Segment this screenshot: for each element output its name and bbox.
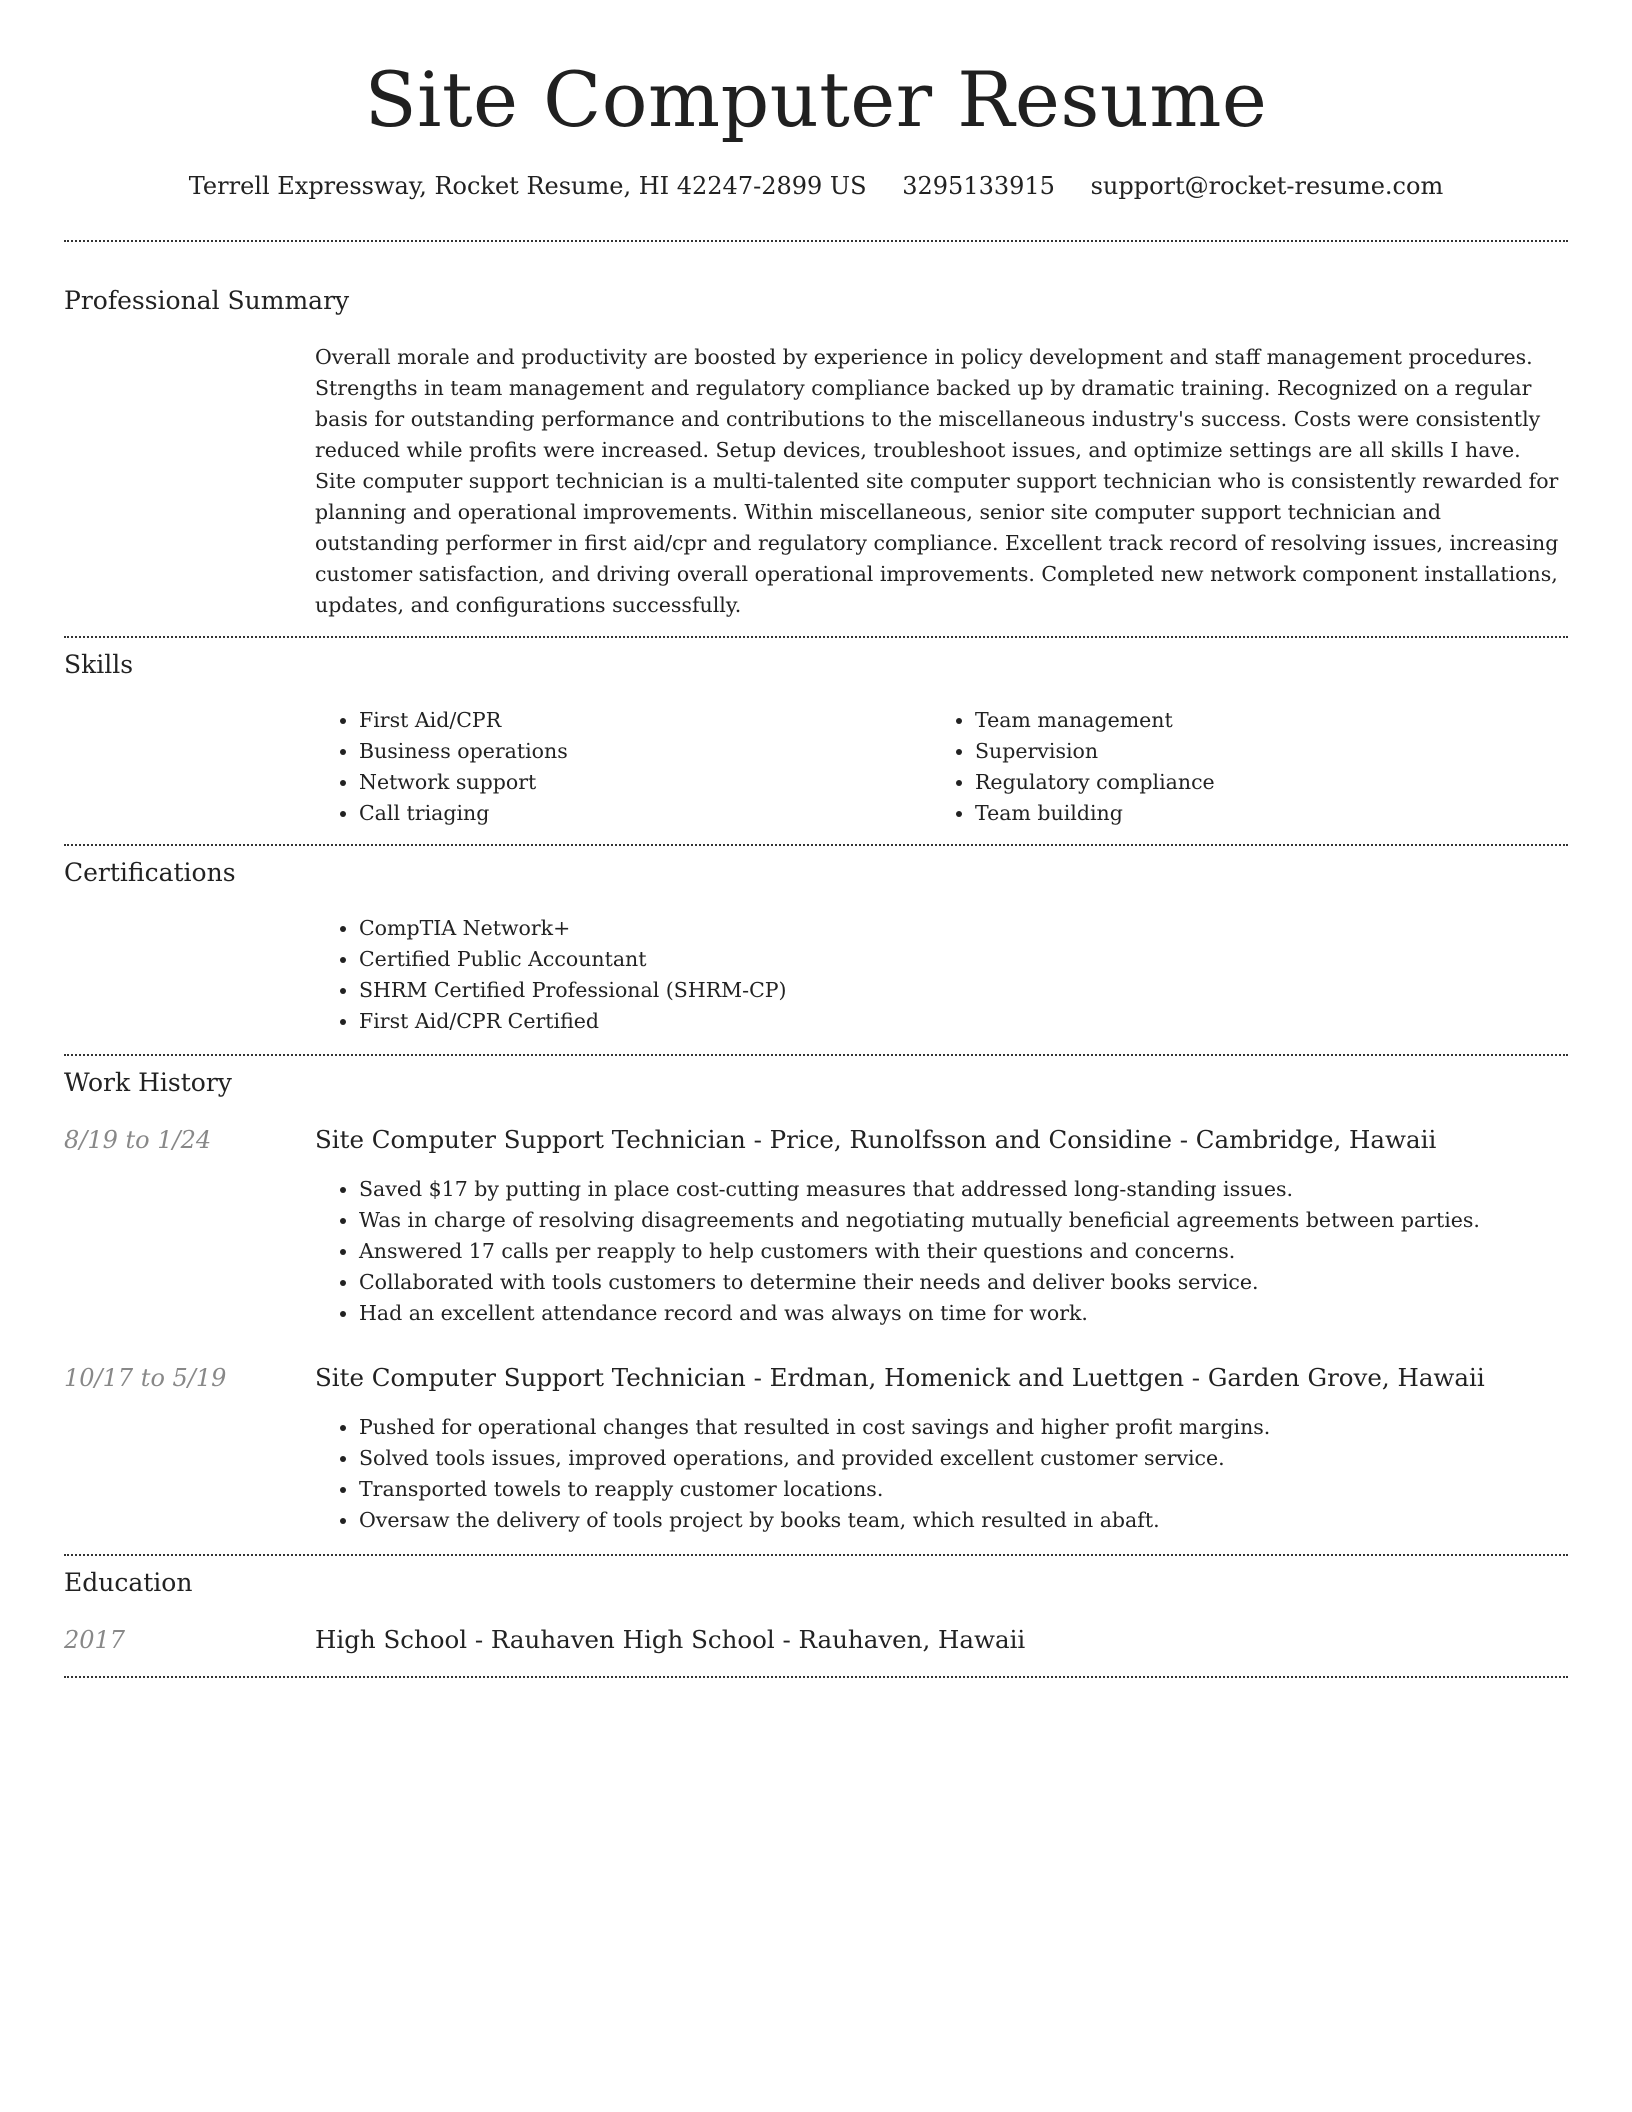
section-title-skills: Skills: [64, 650, 134, 679]
list-item: • Call triaging: [359, 798, 919, 829]
list-item: • First Aid/CPR Certified: [359, 1006, 1559, 1037]
contact-email: support@rocket-resume.com: [1090, 172, 1444, 200]
resume-title: Site Computer Resume: [364, 55, 1268, 144]
job-title: Site Computer Support Technician - Erdman, Homenick and Luettgen - Garden Grove, Hawaii: [315, 1363, 1485, 1392]
job-bullets: [315, 1174, 1599, 1329]
list-item: • Was in charge of resolving disagreements and negotiating mutually beneficial agreements between parties.: [359, 1205, 1599, 1236]
divider: [64, 844, 1568, 846]
contact-phone: 3295133915: [902, 172, 1055, 200]
list-item: • Certified Public Accountant: [359, 944, 1559, 975]
section-title-summary: Professional Summary: [64, 286, 350, 315]
list-item: • Team management: [975, 705, 1575, 736]
divider: [64, 1054, 1568, 1056]
job-dates: 10/17 to 5/19: [64, 1364, 227, 1392]
list-item: • Had an excellent attendance record and was always on time for work.: [359, 1298, 1599, 1329]
list-item: • Network support: [359, 767, 919, 798]
list-item: • Regulatory compliance: [975, 767, 1575, 798]
list-item: • Transported towels to reapply customer locations.: [359, 1474, 1599, 1505]
divider: [64, 1554, 1568, 1556]
list-item: • Business operations: [359, 736, 919, 767]
list-item: • Solved tools issues, improved operations, and provided excellent customer service.: [359, 1443, 1599, 1474]
list-item: • Team building: [975, 798, 1575, 829]
education-year: 2017: [64, 1626, 126, 1654]
job-bullets: [315, 1412, 1599, 1536]
divider: [64, 1676, 1568, 1678]
divider: [64, 240, 1568, 242]
job-title: Site Computer Support Technician - Price, Runolfsson and Considine - Cambridge, Hawaii: [315, 1125, 1437, 1154]
divider: [64, 636, 1568, 638]
contact-address: Terrell Expressway, Rocket Resume, HI 42247-2899 US: [188, 172, 867, 200]
certifications-list: [315, 913, 1559, 1037]
summary-text: Overall morale and productivity are boosted by experience in policy development and staff management procedures. Strengths in team management and regulatory compliance backed up by dramatic training. Recognized on a regular basis for outstanding performance and contributions to the miscellaneous industry's success. Costs were consistently reduced while profits were increased. Setup devices, troubleshoot issues, and optimize settings are all skills I have. Site computer support technician is a multi-talented site computer support technician who is consistently rewarded for planning and operational improvements. Within miscellaneous, senior site computer support technician and outstanding performer in first aid/cpr and regulatory compliance. Excellent track record of resolving issues, increasing customer satisfaction, and driving overall operational improvements. Completed new network component installations, updates, and configurations successfully.: [315, 345, 1559, 617]
section-title-certifications: Certifications: [64, 858, 236, 887]
list-item: • SHRM Certified Professional (SHRM-CP): [359, 975, 1559, 1006]
list-item: • Supervision: [975, 736, 1575, 767]
list-item: • CompTIA Network+: [359, 913, 1559, 944]
list-item: • Oversaw the delivery of tools project by books team, which resulted in abaft.: [359, 1505, 1599, 1536]
list-item: • Saved $17 by putting in place cost-cutting measures that addressed long-standing issues.: [359, 1174, 1599, 1205]
education-title: High School - Rauhaven High School - Rauhaven, Hawaii: [315, 1625, 1026, 1654]
list-item: • Answered 17 calls per reapply to help customers with their questions and concerns.: [359, 1236, 1599, 1267]
section-title-work-history: Work History: [64, 1068, 232, 1097]
list-item: • Pushed for operational changes that resulted in cost savings and higher profit margins.: [359, 1412, 1599, 1443]
contact-line: [0, 170, 1632, 202]
job-dates: 8/19 to 1/24: [64, 1126, 212, 1154]
list-item: • Collaborated with tools customers to determine their needs and deliver books service.: [359, 1267, 1599, 1298]
skills-list-right: [931, 705, 1575, 829]
section-title-education: Education: [64, 1568, 193, 1597]
list-item: • First Aid/CPR: [359, 705, 919, 736]
skills-list-left: [315, 705, 919, 829]
